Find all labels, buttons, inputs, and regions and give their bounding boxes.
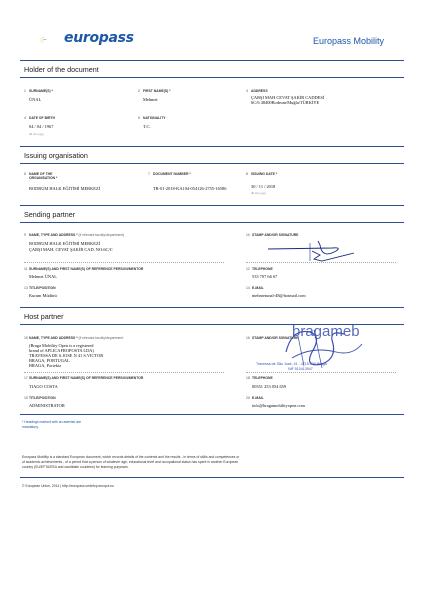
host-name-line: (Braga Mobility Open is a registered: [29, 343, 94, 348]
host-name-label: [29, 336, 123, 340]
sending-name-line2: ÇARŞI MAH. CEVAT ŞAKİR CAD. NO:6C/C: [29, 247, 113, 252]
nationality-label: NATIONALITY: [143, 116, 166, 120]
nationality-value: T.C.: [143, 124, 151, 129]
dotted-separator: [246, 372, 396, 373]
field-number: 11: [24, 267, 28, 271]
firstname-value: Mehmet: [143, 97, 158, 102]
stamp-nif-text: NIF 510413947: [288, 367, 313, 371]
sending-name-label: [29, 233, 124, 237]
host-name-note: (if relevant faculty/department: [78, 336, 124, 340]
sending-title-label: TITLE/POSITION: [29, 286, 56, 290]
divider: [20, 77, 404, 78]
dob-label: DATE OF BIRTH: [29, 116, 55, 120]
description-line3: country (EU/EFTA/EEA and candidate countries) for learning purposes.: [22, 465, 129, 469]
field-number: 12: [246, 267, 250, 271]
sending-mail-label: E-MAIL: [252, 286, 264, 290]
host-ref-label: SURNAME(S) AND FIRST NAME(S) OF REFERENCE PERSON/MENTOR: [29, 376, 144, 380]
field-number: 5: [138, 116, 140, 120]
divider: [20, 60, 404, 61]
field-number: 18: [246, 376, 250, 380]
address-value-line1: ÇARŞI MAH CEVAT ŞAKİR CADDESİ: [251, 95, 325, 100]
sending-ref-value: Mehmet ÜNAL: [29, 274, 57, 279]
host-name-line: TRAVESSA DE S.JOSE N 41 S.VICTOR: [29, 353, 104, 358]
field-number: 7: [148, 172, 150, 176]
document-number-label: DOCUMENT NUMBER *: [153, 172, 191, 176]
sending-signature-icon: [262, 237, 362, 265]
section-title-issuing: Issuing organisation: [24, 151, 88, 160]
host-tel-label: TELEPHONE: [252, 376, 273, 380]
field-number: 10: [246, 233, 250, 237]
mandatory-note-line2: mandatory.: [22, 425, 39, 429]
host-ref-value: TIAGO COSTA: [29, 384, 58, 389]
sending-tel-value: 533 707 66 67: [252, 274, 278, 279]
host-name-label-text: NAME, TYPE AND ADDRESS *: [29, 336, 79, 340]
field-number: 1: [24, 89, 26, 93]
host-name-line: brand of APLICAFROPOSTA LDA): [29, 348, 94, 353]
description-line2: of academic achievements - of a period that a person of whatever age, educational level and occupational status has spent in another European: [22, 460, 239, 464]
field-number: 2: [138, 89, 140, 93]
sending-name-label-text: NAME, TYPE AND ADDRESS *: [29, 233, 79, 237]
field-number: 19: [24, 396, 28, 400]
issuing-date-hint: dd mm yyyy: [251, 191, 266, 195]
field-number: 4: [24, 116, 26, 120]
field-number: 8: [246, 172, 248, 176]
field-number: 16: [246, 336, 250, 340]
field-number: 20: [246, 396, 250, 400]
dotted-separator: [24, 262, 224, 263]
mandatory-note-line1: * Headings marked with an asterisk are: [22, 420, 81, 424]
divider: [20, 146, 404, 147]
dob-value: 04 / 04 / 1967: [29, 124, 54, 129]
field-number: 13: [24, 286, 28, 290]
divider: [20, 163, 404, 164]
divider: [20, 307, 404, 308]
divider: [20, 205, 404, 206]
sending-name-note: (if relevant faculty/department): [78, 233, 125, 237]
host-title-value: ADMINISTRATOR: [29, 403, 65, 408]
europass-stars-icon: [40, 28, 66, 52]
surname-value: ÜNAL: [29, 97, 42, 102]
section-title-holder: Holder of the document: [24, 65, 99, 74]
host-mail-value: info@bragamobilityopen.com: [252, 403, 305, 408]
description-line1: Europass Mobility is a standard European document, which records details of the contents and the results - in terms of skills and competences or: [22, 455, 240, 459]
field-number: 6: [24, 172, 26, 176]
stamp-brand-text: bragameb: [292, 323, 360, 340]
sending-mail-value: mehmetunal-48@hotmail.com: [252, 293, 306, 298]
sending-ref-label: SURNAME(S) AND FIRST NAME(S) OF REFERENCE PERSON/MENTOR: [29, 267, 144, 271]
brand-title: Europass Mobility: [312, 36, 384, 46]
address-value-line2: 6C/6 48400Bodrum/Muğla/TÜRKİYE: [251, 100, 320, 105]
host-mail-label: E-MAIL: [252, 396, 264, 400]
divider: [20, 477, 404, 478]
dotted-separator: [24, 372, 224, 373]
issuing-date-label: ISSUING DATE *: [251, 172, 278, 176]
europass-logo: europass: [64, 30, 134, 46]
field-number: 3: [246, 89, 248, 93]
sending-tel-label: TELEPHONE: [252, 267, 273, 271]
copyright: © European Union, 2014 | http://europass.cedefop.europa.eu: [22, 484, 114, 488]
host-tel-value: 00351 253 054 659: [252, 384, 287, 389]
field-number: 17: [24, 376, 28, 380]
dob-hint: dd mm yyyy: [29, 132, 44, 136]
host-title-label: TITLE/POSITION: [29, 396, 56, 400]
firstname-label: FIRST NAME(S) *: [143, 89, 171, 93]
field-number: 9: [24, 233, 26, 237]
divider: [20, 414, 404, 415]
sending-name-line1: BODRUM HALK EĞİTİMİ MERKEZİ: [29, 241, 101, 246]
stamp-address-text: Travessa de São José, 41 - 4715-436 Braga: [256, 362, 327, 366]
field-number: 15: [24, 336, 28, 340]
surname-label: SURNAME(S) *: [29, 89, 53, 93]
address-label: ADDRESS: [251, 89, 268, 93]
field-number: 14: [246, 286, 250, 290]
section-title-sending: Sending partner: [24, 210, 76, 219]
section-title-host: Host partner: [24, 312, 64, 321]
host-stamp-label: STAMP AND/OR SIGNATURE: [252, 336, 299, 340]
divider: [20, 222, 404, 223]
organisation-label: NAME OF THE ORGANISATION *: [29, 172, 58, 180]
sending-title-value: Kurum Müdürü: [29, 293, 57, 298]
issuing-date-value: 30 / 11 / 2018: [251, 184, 276, 189]
host-name-line: BRAGA, Portekiz: [29, 363, 62, 368]
sending-stamp-label: STAMP AND/OR SIGNATURE: [252, 233, 299, 237]
organisation-value: BODRUM HALK EĞİTİMİ MERKEZİ: [29, 186, 101, 191]
dotted-separator: [246, 262, 396, 263]
host-name-line: BRAGA, PORTUGAL: [29, 358, 70, 363]
document-number-value: TR-01-2018-KA104-054126-2755-16586: [153, 186, 227, 191]
